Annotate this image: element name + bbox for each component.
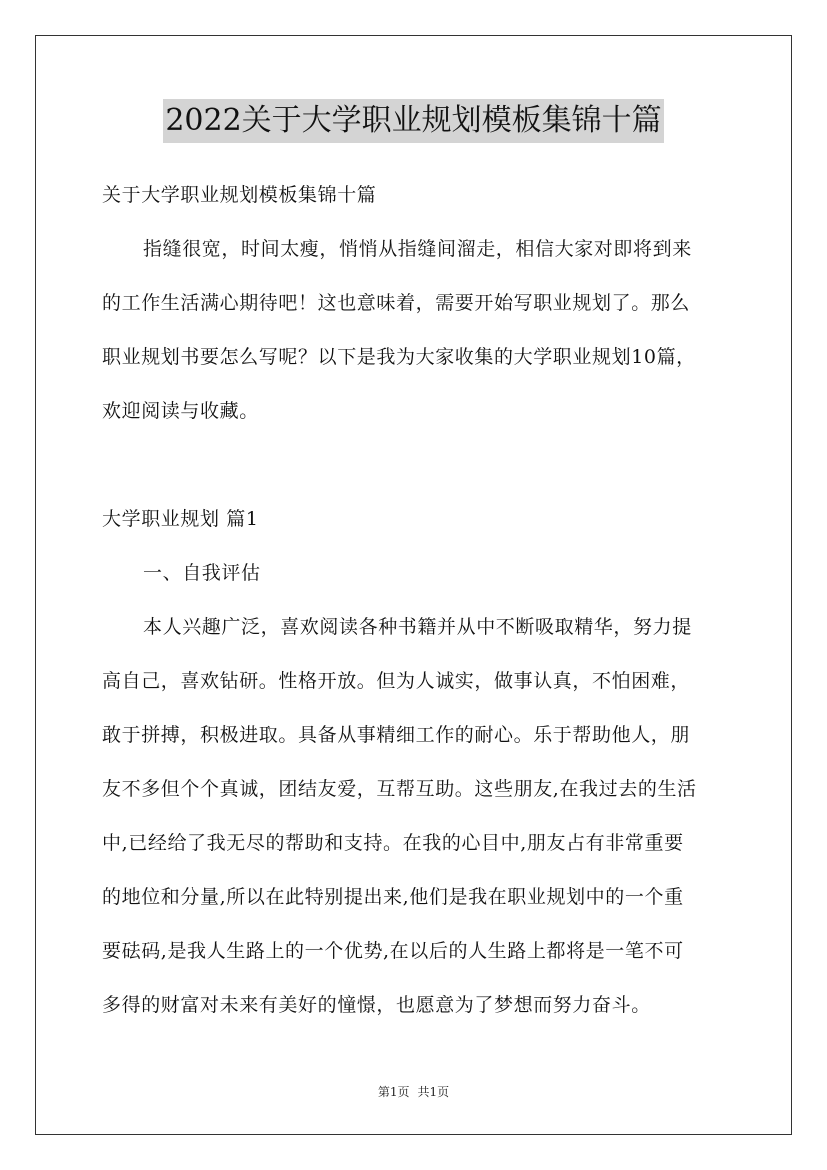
intro-line-3: 职业规划书要怎么写呢？以下是我为大家收集的大学职业规划10篇， bbox=[102, 346, 696, 368]
title-container bbox=[0, 99, 827, 143]
body-line-8: 多得的财富对未来有美好的憧憬，也愿意为了梦想而努力奋斗。 bbox=[102, 994, 651, 1016]
body-line-7: 要砝码,是我人生路上的一个优势,在以后的人生路上都将是一笔不可 bbox=[102, 940, 684, 962]
intro-line-2: 的工作生活满心期待吧！这也意味着，需要开始写职业规划了。那么 bbox=[102, 292, 691, 314]
sub-heading: 一、自我评估 bbox=[143, 562, 261, 584]
intro-line-1: 指缝很宽，时间太瘦，悄悄从指缝间溜走，相信大家对即将到来 bbox=[143, 238, 692, 260]
document-title: 2022关于大学职业规划模板集锦十篇 bbox=[163, 99, 663, 143]
body-line-6: 的地位和分量,所以在此特别提出来,他们是我在职业规划中的一个重 bbox=[102, 886, 684, 908]
page-total: 共1页 bbox=[417, 1085, 450, 1099]
document-subtitle: 关于大学职业规划模板集锦十篇 bbox=[102, 184, 377, 206]
page-footer bbox=[0, 1084, 827, 1100]
intro-line-4: 欢迎阅读与收藏。 bbox=[102, 400, 259, 422]
body-line-3: 敢于拼搏，积极进取。具备从事精细工作的耐心。乐于帮助他人，朋 bbox=[102, 724, 691, 746]
body-line-2: 高自己，喜欢钻研。性格开放。但为人诚实，做事认真，不怕困难， bbox=[102, 670, 691, 692]
section-heading: 大学职业规划 篇1 bbox=[102, 508, 259, 530]
body-line-4: 友不多但个个真诚，团结友爱，互帮互助。这些朋友,在我过去的生活 bbox=[102, 778, 697, 800]
page-number: 第1页 bbox=[377, 1085, 410, 1099]
body-line-5: 中,已经给了我无尽的帮助和支持。在我的心目中,朋友占有非常重要 bbox=[102, 832, 684, 854]
body-line-1: 本人兴趣广泛，喜欢阅读各种书籍并从中不断吸取精华，努力提 bbox=[143, 616, 692, 638]
